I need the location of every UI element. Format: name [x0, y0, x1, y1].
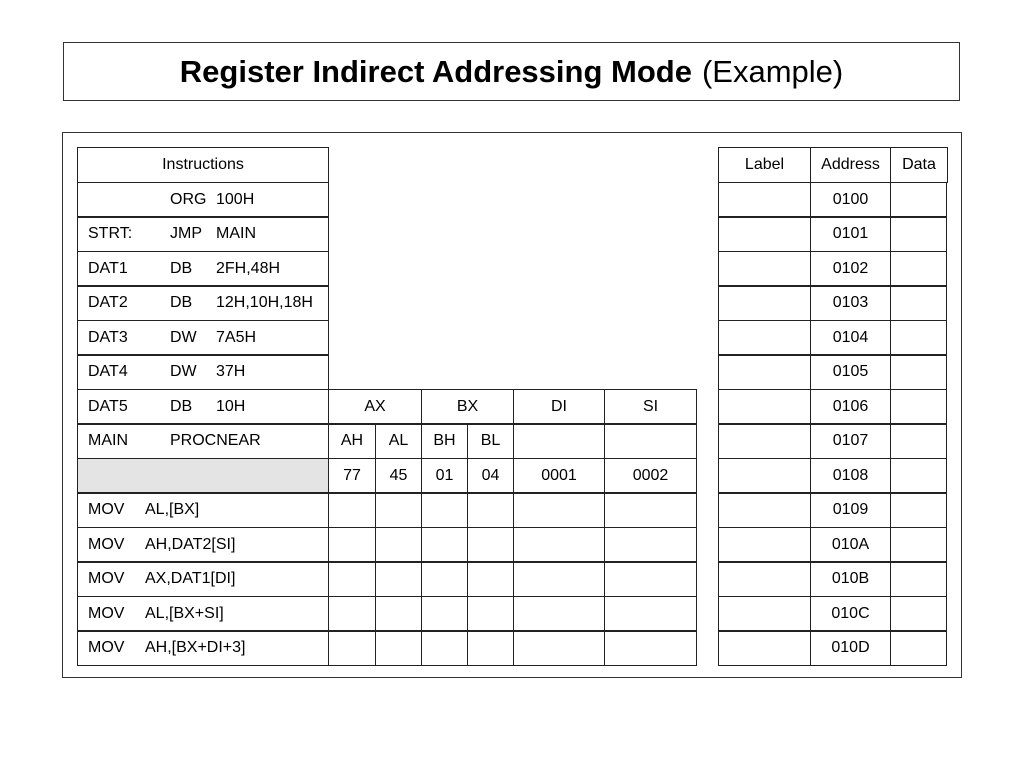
register-empty-cell [328, 527, 376, 563]
memory-address: 0108 [810, 458, 891, 494]
instruction-row [77, 251, 329, 287]
register-value: 01 [421, 458, 468, 494]
instruction-label: MAIN [88, 432, 128, 449]
memory-header-address: Address [810, 147, 891, 183]
memory-data-cell [890, 320, 947, 356]
instruction-operands: NEAR [216, 432, 261, 449]
instruction-opcode: MOV [88, 639, 125, 656]
instruction-operands: AH,DAT2[SI] [145, 536, 236, 553]
memory-data-cell [890, 458, 947, 494]
memory-label-cell [718, 561, 811, 597]
memory-address: 0106 [810, 389, 891, 425]
memory-label-cell [718, 630, 811, 666]
register-empty-cell [467, 596, 514, 632]
instruction-operands: 37H [216, 363, 246, 380]
instruction-operands: 2FH,48H [216, 260, 281, 277]
memory-address: 0100 [810, 182, 891, 218]
instruction-row [77, 527, 329, 563]
instruction-operands: 100H [216, 191, 255, 208]
instruction-operands: MAIN [216, 225, 256, 242]
instruction-operands: 7A5H [216, 329, 257, 346]
memory-data-cell [890, 630, 947, 666]
instruction-row [77, 596, 329, 632]
memory-label-cell [718, 596, 811, 632]
memory-data-cell [890, 354, 947, 390]
register-empty-cell [604, 630, 697, 666]
instruction-row [77, 458, 329, 494]
instruction-row [77, 285, 329, 321]
instruction-row [77, 182, 329, 218]
instruction-row [77, 492, 329, 528]
memory-address: 0107 [810, 423, 891, 459]
register-empty-cell [604, 492, 697, 528]
title-box [63, 42, 960, 101]
instruction-opcode: DW [170, 329, 197, 346]
register-value: 0001 [513, 458, 605, 494]
instruction-row [77, 354, 329, 390]
memory-data-cell [890, 596, 947, 632]
register-empty-cell [467, 527, 514, 563]
register-value: 04 [467, 458, 514, 494]
register-sub-al: AL [375, 423, 422, 459]
register-empty-cell [467, 492, 514, 528]
register-sub-ah: AH [328, 423, 376, 459]
register-empty-cell [513, 561, 605, 597]
memory-address: 0109 [810, 492, 891, 528]
instruction-opcode: MOV [88, 501, 125, 518]
memory-data-cell [890, 561, 947, 597]
register-empty-cell [513, 596, 605, 632]
instruction-opcode: DW [170, 363, 197, 380]
instruction-row [77, 423, 329, 459]
instruction-operands: 12H,10H,18H [216, 294, 313, 311]
register-empty-cell [375, 561, 422, 597]
register-empty-cell [421, 561, 468, 597]
register-value: 45 [375, 458, 422, 494]
register-empty-cell [375, 527, 422, 563]
memory-address: 010C [810, 596, 891, 632]
memory-data-cell [890, 216, 947, 252]
memory-label-cell [718, 389, 811, 425]
register-sub-bl: BL [467, 423, 514, 459]
instruction-label: DAT2 [88, 294, 128, 311]
register-empty-cell [604, 561, 697, 597]
memory-label-cell [718, 251, 811, 287]
instruction-operands: AL,[BX] [145, 501, 200, 518]
register-empty-cell [328, 630, 376, 666]
memory-label-cell [718, 320, 811, 356]
instruction-label: STRT: [88, 225, 133, 242]
register-header-si: SI [604, 389, 697, 425]
memory-address: 0102 [810, 251, 891, 287]
instruction-opcode: MOV [88, 570, 125, 587]
register-empty-cell [375, 596, 422, 632]
memory-data-cell [890, 389, 947, 425]
instruction-opcode: ORG [170, 191, 207, 208]
register-empty-cell [421, 527, 468, 563]
register-empty-cell [513, 492, 605, 528]
register-empty-cell [421, 492, 468, 528]
memory-address: 0104 [810, 320, 891, 356]
instruction-label: DAT1 [88, 260, 128, 277]
memory-data-cell [890, 182, 947, 218]
memory-label-cell [718, 216, 811, 252]
register-empty-cell [513, 630, 605, 666]
memory-label-cell [718, 354, 811, 390]
register-empty-cell [328, 561, 376, 597]
instruction-label: DAT4 [88, 363, 128, 380]
memory-address: 0103 [810, 285, 891, 321]
register-value: 0002 [604, 458, 697, 494]
register-empty-cell [421, 630, 468, 666]
register-empty-cell [375, 492, 422, 528]
memory-address: 0101 [810, 216, 891, 252]
instruction-row [77, 389, 329, 425]
instruction-operands: AL,[BX+SI] [145, 605, 224, 622]
page-subtitle: (Example) [701, 53, 844, 89]
register-empty-cell [375, 630, 422, 666]
instruction-label: DAT3 [88, 329, 128, 346]
instruction-opcode: MOV [88, 605, 125, 622]
register-header-ax: AX [328, 389, 422, 425]
memory-label-cell [718, 458, 811, 494]
instructions-header: Instructions [77, 147, 329, 183]
register-empty-cell [604, 527, 697, 563]
memory-data-cell [890, 527, 947, 563]
memory-header-label: Label [718, 147, 811, 183]
register-empty-cell [604, 596, 697, 632]
memory-data-cell [890, 492, 947, 528]
instruction-row [77, 320, 329, 356]
page-title: Register Indirect Addressing Mode [179, 53, 692, 89]
memory-label-cell [718, 182, 811, 218]
register-sub-bh: BH [421, 423, 468, 459]
register-empty-cell [467, 630, 514, 666]
memory-data-cell [890, 423, 947, 459]
register-sub-di [513, 423, 605, 459]
memory-address: 010A [810, 527, 891, 563]
memory-address: 010B [810, 561, 891, 597]
register-empty-cell [467, 561, 514, 597]
memory-address: 0105 [810, 354, 891, 390]
instruction-opcode: DB [170, 260, 193, 277]
instruction-label: DAT5 [88, 398, 128, 415]
memory-address: 010D [810, 630, 891, 666]
instruction-row [77, 561, 329, 597]
memory-label-cell [718, 423, 811, 459]
register-header-bx: BX [421, 389, 514, 425]
register-empty-cell [513, 527, 605, 563]
register-empty-cell [421, 596, 468, 632]
instruction-opcode: DB [170, 294, 193, 311]
memory-label-cell [718, 285, 811, 321]
instruction-opcode: MOV [88, 536, 125, 553]
instruction-operands: AX,DAT1[DI] [145, 570, 236, 587]
instruction-opcode: JMP [170, 225, 202, 242]
instruction-opcode: PROC [170, 432, 217, 449]
instruction-operands: AH,[BX+DI+3] [145, 639, 246, 656]
register-empty-cell [328, 596, 376, 632]
instruction-row [77, 630, 329, 666]
register-sub-si [604, 423, 697, 459]
instruction-operands: 10H [216, 398, 246, 415]
memory-label-cell [718, 527, 811, 563]
memory-data-cell [890, 285, 947, 321]
memory-header-data: Data [890, 147, 948, 183]
register-value: 77 [328, 458, 376, 494]
register-empty-cell [328, 492, 376, 528]
register-header-di: DI [513, 389, 605, 425]
instruction-opcode: DB [170, 398, 193, 415]
instruction-row [77, 216, 329, 252]
memory-data-cell [890, 251, 947, 287]
memory-label-cell [718, 492, 811, 528]
